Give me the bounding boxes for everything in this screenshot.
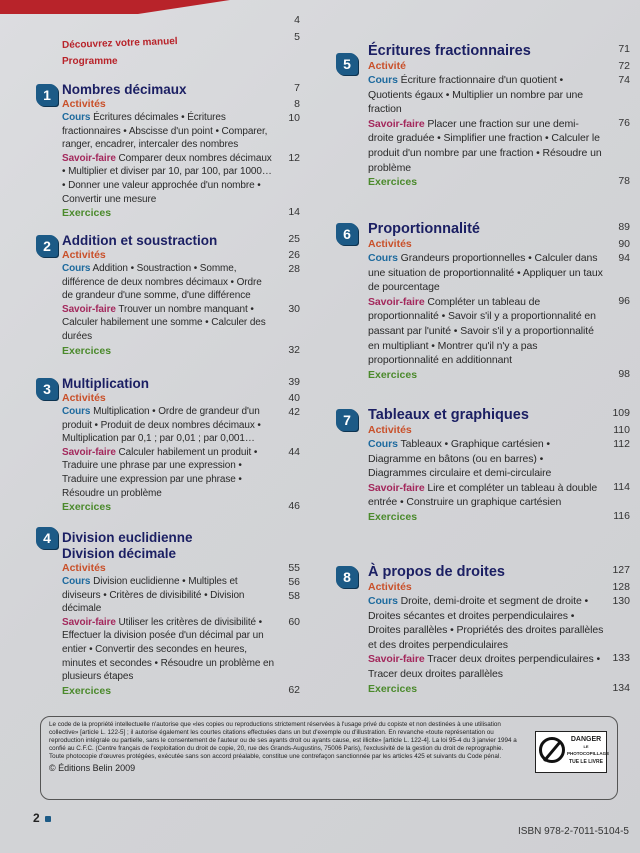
page-number: 7 <box>294 82 300 94</box>
cours-text: Droite, demi-droite et segment de droite • Droites sécantes et droites perpendiculaires • Droites parallèles • Propriétés des droites parallèles et des droites perpendiculaires <box>368 595 604 651</box>
chapter-number-badge: 7 <box>336 409 358 431</box>
page-number: 25 <box>288 233 300 245</box>
cours-label: Cours <box>62 576 91 587</box>
savoir-faire-text: Tracer deux droites perpendiculaires • Tracer deux droites parallèles <box>368 653 601 680</box>
cours-text: Tableaux • Graphique cartésien • Diagramme en bâtons (ou en barres) • Diagrammes circulaire et demi-circulaire <box>368 438 552 480</box>
page-number: 133 <box>612 652 630 664</box>
chapter-title[interactable]: Addition et soustraction <box>62 233 218 248</box>
savoir-faire-text: Calculer habilement un produit • Traduire une phrase par une expression • Traduire une expression par une phrase • Résoudre un problème <box>62 446 258 499</box>
cours-text: Addition • Soustraction • Somme, différence de deux nombres décimaux • Ordre de grandeur d'une somme, d'une différence <box>62 263 262 302</box>
page-number: 89 <box>618 221 630 233</box>
savoir-faire-text: Comparer deux nombres décimaux • Multiplier et diviser par 10, par 100, par 1000… • Donner une valeur approchée d'un nombre • Convertir une mesure <box>62 152 272 205</box>
chapter-3 <box>36 376 300 530</box>
page-number: 44 <box>288 446 300 458</box>
activites-label: Activités <box>62 562 106 574</box>
exercices-label: Exercices <box>62 207 112 220</box>
page-number: 96 <box>618 295 630 307</box>
cours-label: Cours <box>62 406 91 417</box>
page-number: 128 <box>612 581 630 593</box>
exercices-label: Exercices <box>62 684 112 697</box>
savoir-faire-label: Savoir-faire <box>368 653 425 666</box>
page-number: 58 <box>288 590 300 602</box>
page-number: 4 <box>294 14 300 26</box>
cours-label: Cours <box>62 263 91 274</box>
page-number: 12 <box>288 152 300 164</box>
page-number: 42 <box>288 406 300 418</box>
cours-text: Grandeurs proportionnelles • Calculer dans une situation de proportionnalité • Appliquer un taux de pourcentage <box>368 252 603 294</box>
chapter-title[interactable]: Écritures fractionnaires <box>368 43 531 59</box>
page-marker-square <box>45 816 51 822</box>
chapter-4 <box>36 530 300 698</box>
page-number: 72 <box>618 60 630 72</box>
page-number: 110 <box>613 424 630 436</box>
danger-le: LE <box>583 744 589 749</box>
page-number: 130 <box>612 595 630 607</box>
no-photocopy-icon <box>539 737 565 763</box>
savoir-faire-text: Utiliser les critères de divisibilité • Effectuer la division posée d'un décimal par un entier • Convertir des secondes en heures, minutes et secondes • Résoudre un problème en plusieurs étapes <box>62 616 274 683</box>
page-number: 76 <box>618 117 630 129</box>
savoir-faire-label: Savoir-faire <box>368 117 425 130</box>
activites-label: Activités <box>368 424 412 436</box>
page-number: 30 <box>288 303 300 315</box>
page-number: 74 <box>618 74 630 86</box>
savoir-faire-label: Savoir-faire <box>62 152 116 164</box>
cours-label: Cours <box>368 438 398 450</box>
chapter-title[interactable]: Division euclidienne <box>62 530 193 545</box>
savoir-faire-label: Savoir-faire <box>62 446 116 458</box>
exercices-label: Exercices <box>368 682 418 695</box>
page-number: 71 <box>618 43 630 55</box>
cours-text: Écriture fractionnaire d'un quotient • Quotients égaux • Multiplier un nombre par une fraction <box>368 74 584 116</box>
chapter-title[interactable]: Tableaux et graphiques <box>368 407 529 423</box>
exercices-label: Exercices <box>62 501 112 514</box>
chapter-1 <box>36 82 300 233</box>
activites-label: Activités <box>62 98 106 110</box>
danger-line2: TUE LE LIVRE <box>569 759 603 765</box>
chapter-7 <box>336 407 630 564</box>
toc-right-column <box>336 43 630 696</box>
page-number: 116 <box>613 510 630 522</box>
page-number: 40 <box>288 392 300 404</box>
activites-label: Activités <box>62 249 106 261</box>
page-number: 112 <box>613 438 630 450</box>
page-number: 62 <box>288 684 300 696</box>
savoir-faire-text: Compléter un tableau de proportionnalité • Savoir s'il y a proportionnalité en passant par l'unité • Savoir s'il y a proportionnalité en multipliant • Montrer qu'il n'y a pas proportionnalité en additionnant <box>368 295 596 367</box>
page-number: 127 <box>612 564 630 576</box>
page-number: 90 <box>618 238 630 250</box>
page-number: 10 <box>288 112 300 124</box>
danger-title: DANGER <box>570 736 602 743</box>
page-number: 14 <box>288 206 300 218</box>
isbn: ISBN 978-2-7011-5104-5 <box>518 826 629 837</box>
danger-line1: PHOTOCOPILLAGE <box>567 751 610 756</box>
page-number: 78 <box>618 175 630 187</box>
chapter-number-badge: 6 <box>336 223 358 245</box>
page-number: 46 <box>288 500 300 512</box>
cours-text: Division euclidienne • Multiples et diviseurs • Critères de divisibilité • Division décimale <box>62 576 245 615</box>
page-number: 114 <box>613 481 630 493</box>
page-number: 98 <box>618 368 630 380</box>
cours-label: Cours <box>368 74 398 86</box>
page-number: 56 <box>288 576 300 588</box>
page-number-footer: 2 <box>33 811 40 825</box>
exercices-label: Exercices <box>62 344 112 357</box>
chapter-title-line2[interactable]: Division décimale <box>62 546 177 561</box>
chapter-number-badge: 4 <box>36 527 58 549</box>
page-number: 55 <box>288 562 300 574</box>
exercices-label: Exercices <box>368 368 418 381</box>
activites-label: Activités <box>368 238 412 250</box>
savoir-faire-text: Trouver un nombre manquant • Calculer habilement une somme • Calculer des durées <box>62 303 266 342</box>
page-number: 109 <box>612 407 630 419</box>
savoir-faire-label: Savoir-faire <box>368 295 425 308</box>
cours-label: Cours <box>368 252 398 264</box>
savoir-faire-label: Savoir-faire <box>62 303 116 315</box>
activite-label: Activité <box>368 60 406 72</box>
toc-item-decouvrez[interactable]: Découvrez votre manuel <box>61 35 178 52</box>
savoir-faire-text: Lire et compléter un tableau à double entrée • Construire un graphique cartésien <box>368 481 598 509</box>
legal-text: Le code de la propriété intellectuelle n'autorise que «les copies ou reproductions strictement réservées à l'usage privé du copiste et non destinées à une utilisation collective» [article L. 122-5] ; il autorise également les courtes citations effectuées dans un but d'exemple ou d'illustration. En revanche «toute représentation ou reproduction intégrale ou partielle, sans le consentement de l'auteur ou de ses ayants droit ou ayants cause, est illicite» [article L. 122-4]. La loi 95-4 du 3 janvier 1994 a confié au C.F.C. (Centre français de l'exploitation du droit de copie, 20, rue des Grands-Augustins, 75006 Paris), l'exclusivité de la gestion du droit de reprographie. Toute photocopie d'œuvres protégées, exécutée sans son accord préalable, constitue une contrefaçon sanctionnée par les articles 425 et suivants du Code pénal. <box>49 721 517 760</box>
photocopy-warning-logo <box>535 731 610 773</box>
exercices-label: Exercices <box>368 510 418 523</box>
chapter-number-badge: 5 <box>336 53 358 75</box>
savoir-faire-label: Savoir-faire <box>62 616 116 628</box>
page-number: 94 <box>618 252 630 264</box>
page-number: 26 <box>288 249 300 261</box>
page-number: 39 <box>288 376 300 388</box>
chapter-number-badge: 3 <box>36 378 58 400</box>
legal-notice-box <box>40 716 618 800</box>
cours-text: Écritures décimales • Écritures fractionnaires • Abscisse d'un point • Comparer, ranger, encadrer, intercaler des nombres <box>62 112 268 151</box>
chapter-5 <box>336 43 630 221</box>
chapter-title[interactable]: Nombres décimaux <box>62 82 187 97</box>
chapter-title[interactable]: À propos de droites <box>368 564 505 580</box>
toc-left-column <box>36 82 300 698</box>
chapter-number-badge: 1 <box>36 84 58 106</box>
chapter-number-badge: 2 <box>36 235 58 257</box>
exercices-label: Exercices <box>368 176 418 189</box>
chapter-8 <box>336 564 630 696</box>
activites-label: Activités <box>62 392 106 404</box>
copyright: © Éditions Belin 2009 <box>49 763 136 773</box>
page-number: 60 <box>288 616 300 628</box>
toc-item-programme[interactable]: Programme <box>62 56 118 67</box>
page-number: 28 <box>288 263 300 275</box>
chapter-number-badge: 8 <box>336 566 358 588</box>
page-number: 8 <box>294 98 300 110</box>
activites-label: Activités <box>368 581 412 593</box>
chapter-6 <box>336 221 630 407</box>
chapter-title[interactable]: Proportionnalité <box>368 221 480 237</box>
red-corner-decoration <box>0 0 230 14</box>
cours-label: Cours <box>62 112 91 123</box>
page-number: 134 <box>612 682 630 694</box>
cours-text: Multiplication • Ordre de grandeur d'un produit • Produit de deux nombres décimaux • Multiplication par 0,1 ; par 0,01 ; par 0,001… <box>62 406 261 445</box>
chapter-2 <box>36 233 300 376</box>
savoir-faire-label: Savoir-faire <box>368 481 425 494</box>
page-number: 32 <box>288 344 300 356</box>
chapter-title[interactable]: Multiplication <box>62 376 149 391</box>
cours-label: Cours <box>368 595 398 607</box>
page-number: 5 <box>294 31 300 43</box>
savoir-faire-text: Placer une fraction sur une demi-droite graduée • Simplifier une fraction • Calculer le produit d'un nombre par une fraction • Résoudre un problème <box>368 117 602 174</box>
